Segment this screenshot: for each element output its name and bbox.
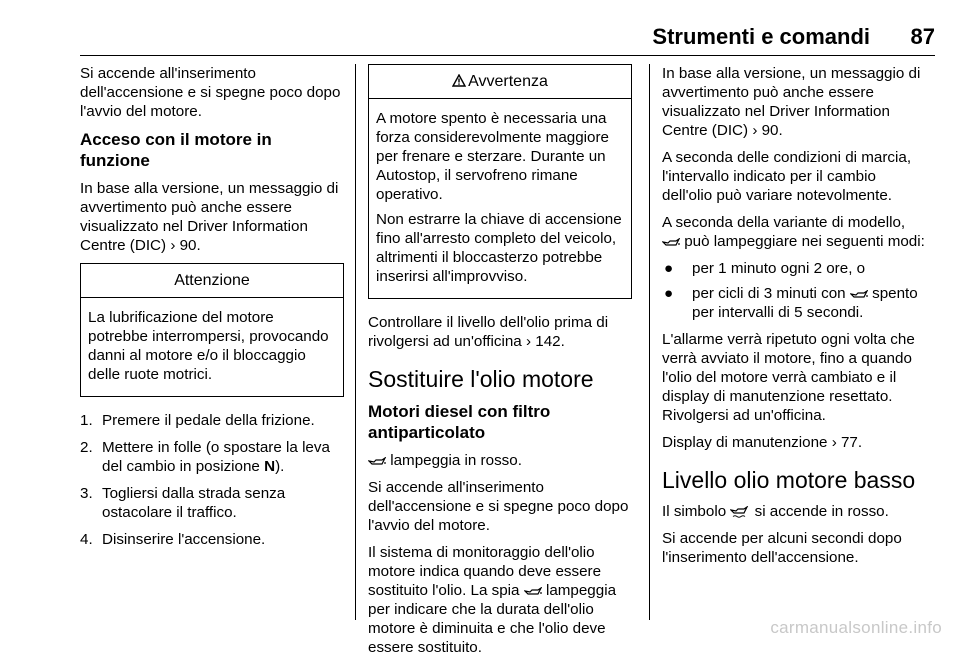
paragraph: lampeggia in rosso. [368, 451, 632, 470]
page-header [0, 24, 940, 56]
warning-triangle-icon [452, 74, 466, 87]
list-item: ● per cicli di 3 minuti con spento per intervalli di 5 secondi. [664, 285, 918, 321]
paragraph: Il sistema di monitoraggio dell'olio motore indica quando deve essere sostituito l'olio. La spia lampeggia per indicare che la durata dell'olio motore è diminuita e che l'olio deve essere sostituito. [368, 544, 617, 656]
section-heading-low-oil: Livello olio motore basso [662, 467, 916, 493]
column-separator [355, 64, 356, 620]
warning-title: Avvertenza [468, 73, 548, 90]
subheading-running: Acceso con il motore in funzione [80, 130, 272, 170]
paragraph: Controllare il livello dell'olio prima di rivolgersi ad un'officina › 142. [368, 314, 609, 350]
bullet-list [662, 259, 930, 322]
list-item: 4. Disinserire l'accensione. [80, 531, 266, 548]
oil-can-icon [662, 238, 680, 248]
header-rule [80, 55, 935, 56]
list-item: ● per 1 minuto ogni 2 ore, o [664, 260, 866, 277]
subheading-diesel: Motori diesel con filtro antiparticolato [368, 402, 551, 442]
column-1 [80, 64, 344, 557]
paragraph: Si accende all'inserimento dell'accensione e si spegne poco dopo l'avvio del motore. [80, 65, 341, 120]
steps-list [80, 411, 344, 549]
column-separator [649, 64, 650, 620]
page-ref-arrow-icon: › [170, 237, 176, 254]
page-ref-arrow-icon: › [525, 333, 532, 350]
paragraph-text: In base alla versione, un messaggio di avvertimento può anche essere visualizzato nel Driver Information Centre (DIC) [80, 180, 339, 254]
caution-text: La lubrificazione del motore potrebbe interrompersi, provocando danni al motore e/o il bloccaggio delle ruote motrici. [88, 309, 329, 383]
list-item: 2. Mettere in folle (o spostare la leva del cambio in posizione N). [80, 439, 330, 475]
paragraph [80, 179, 344, 255]
warning-box [368, 64, 632, 299]
warning-header [369, 65, 631, 99]
gear-neutral-label: N [264, 458, 276, 475]
column-3 [662, 64, 930, 575]
paragraph: A seconda della variante di modello, può lampeggiare nei seguenti modi: [662, 214, 925, 250]
section-title: Strumenti e comandi [652, 24, 870, 49]
page-ref-arrow-icon: › [752, 122, 758, 139]
oil-can-icon [524, 587, 542, 597]
warning-text-2: Non estrarre la chiave di accensione fino all'arresto completo del veicolo, altrimenti il bloccasterzo potrebbe inserirsi all'improvviso. [376, 211, 622, 285]
paragraph: In base alla versione, un messaggio di avvertimento può anche essere visualizzato nel Driver Information Centre (DIC) › 90. [662, 65, 921, 139]
page-ref: 90. [175, 237, 201, 254]
paragraph: Si accende per alcuni secondi dopo l'inserimento dell'accensione. [662, 530, 902, 566]
column-2 [368, 64, 632, 665]
paragraph: Display di manutenzione › 77. [662, 434, 863, 451]
paragraph: A seconda delle condizioni di marcia, l'intervallo indicato per il cambio dell'olio può variare notevolmente. [662, 149, 912, 204]
oil-can-icon [850, 290, 868, 300]
page-ref-arrow-icon: › [831, 434, 837, 451]
section-heading-oil-change: Sostituire l'olio motore [368, 366, 594, 392]
caution-title: Attenzione [81, 264, 343, 298]
caution-box [80, 263, 344, 397]
paragraph: Si accende all'inserimento dell'accensione e si spegne poco dopo l'avvio del motore. [368, 479, 629, 534]
paragraph: L'allarme verrà ripetuto ogni volta che verrà avviato il motore, fino a quando l'olio del motore verrà cambiato e il display di manutenzione resettato. Rivolgersi ad un'officina. [662, 331, 915, 424]
list-item: 1. Premere il pedale della frizione. [80, 412, 315, 429]
watermark: carmanualsonline.info [770, 618, 942, 637]
paragraph: Il simbolo si accende in rosso. [662, 503, 889, 520]
warning-text-1: A motore spento è necessaria una forza considerevolmente maggiore per frenare e sterzare. Durante un Autostop, il servofreno rimane operativo. [376, 110, 609, 203]
oil-level-icon [730, 506, 750, 518]
oil-can-icon [368, 457, 386, 467]
list-item: 3. Togliersi dalla strada senza ostacolare il traffico. [80, 485, 286, 521]
page-number: 87 [910, 24, 935, 49]
